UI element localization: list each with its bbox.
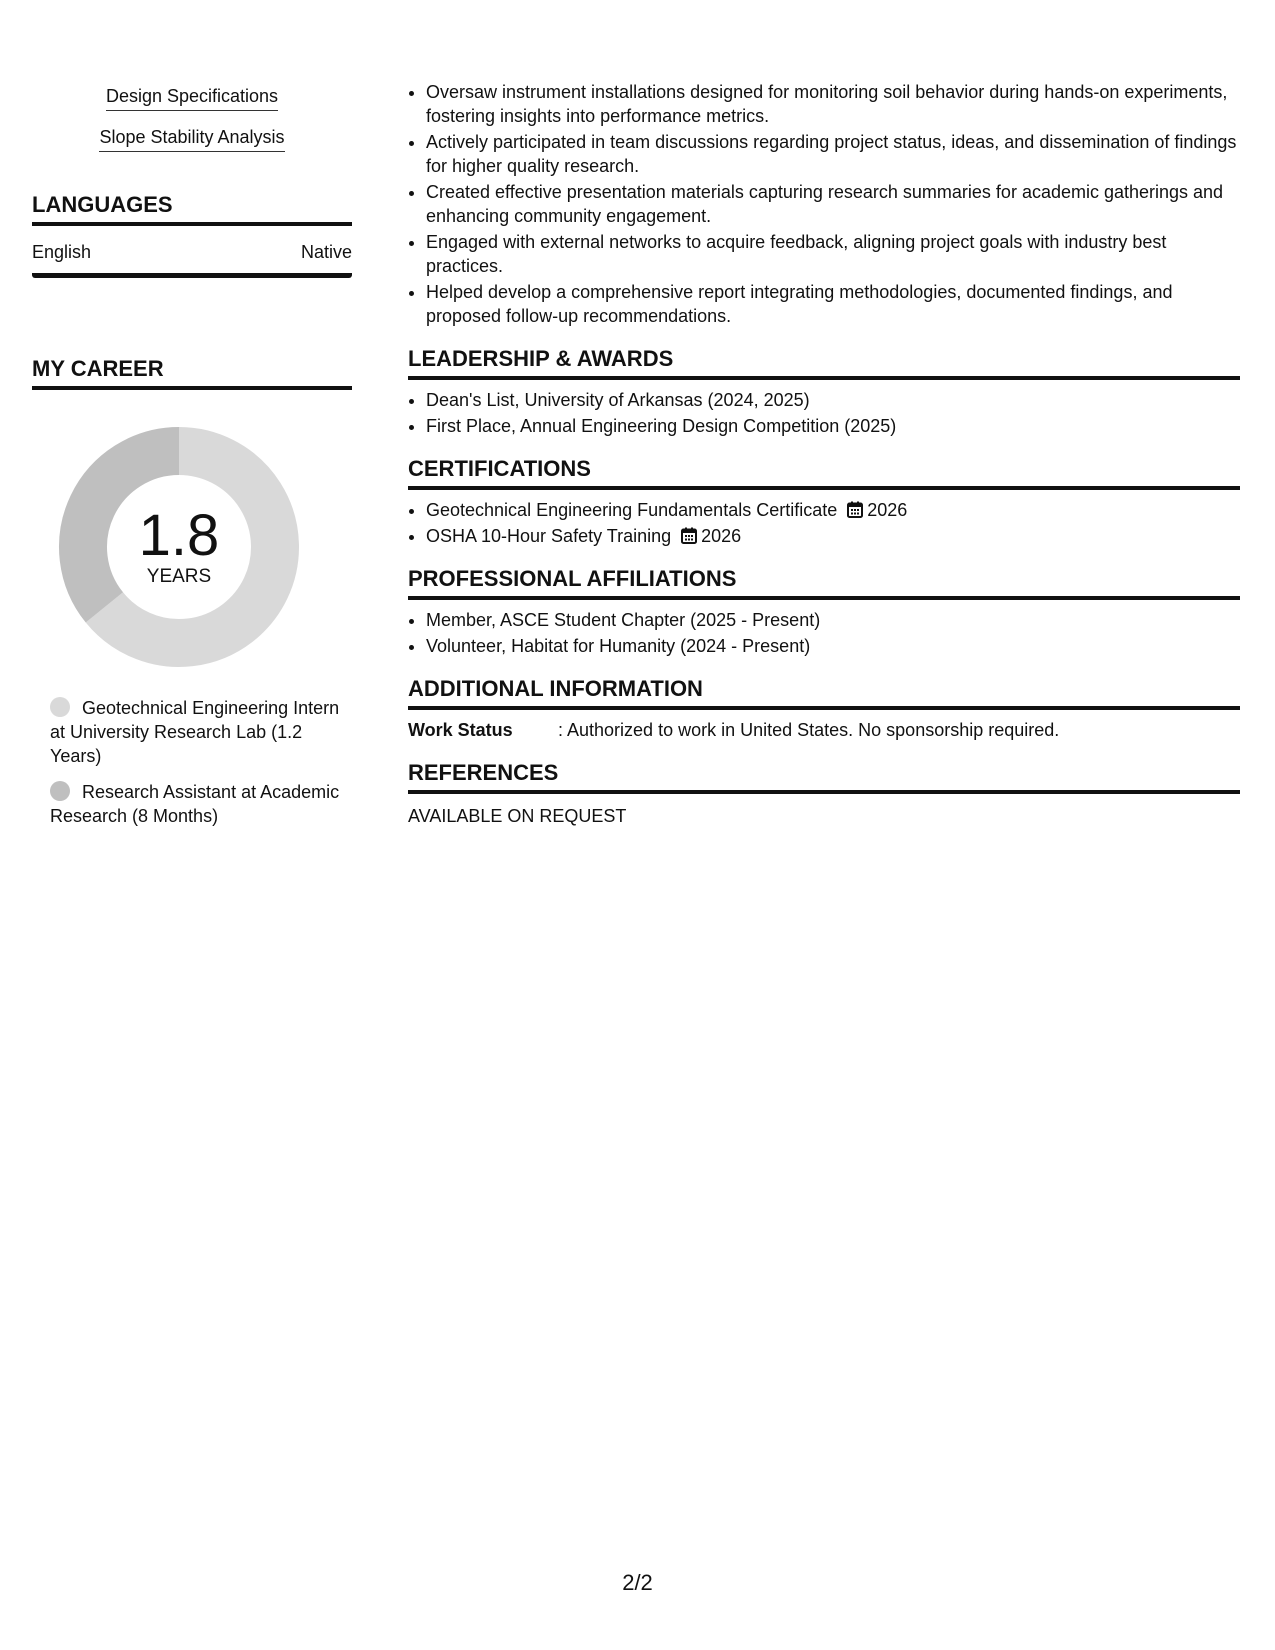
skill-tag: Slope Stability Analysis (32, 125, 352, 152)
certification-name: Geotechnical Engineering Fundamentals Certificate (426, 500, 838, 520)
list-item: • Oversaw instrument installations designed for monitoring soil behavior during hands-on experiments, fostering insights into performance metrics. (426, 80, 1240, 128)
certification-name: OSHA 10-Hour Safety Training (426, 526, 672, 546)
career-total-unit: YEARS (146, 566, 212, 587)
affiliations-heading: PROFESSIONAL AFFILIATIONS (408, 566, 1240, 600)
language-row (32, 226, 352, 278)
leadership-list (408, 388, 1240, 438)
career-heading: MY CAREER (32, 356, 352, 390)
list-item: • Created effective presentation materials capturing research summaries for academic gatherings and enhancing community engagement. (426, 180, 1240, 228)
skill-tag: Design Specifications (32, 84, 352, 111)
career-section (32, 356, 352, 828)
leadership-heading: LEADERSHIP & AWARDS (408, 346, 1240, 380)
work-status-label: Work Status (408, 720, 513, 740)
certification-year: 2026 (867, 500, 908, 520)
calendar-icon (681, 527, 697, 544)
list-item: • Helped develop a comprehensive report integrating methodologies, documented findings, and proposed follow-up recommendations. (426, 280, 1240, 328)
language-name: English (32, 242, 92, 262)
legend-dot (50, 697, 70, 717)
list-item: • Engaged with external networks to acquire feedback, aligning project goals with industry best practices. (426, 230, 1240, 278)
certifications-heading: CERTIFICATIONS (408, 456, 1240, 490)
career-legend (50, 696, 340, 828)
legend-dot (50, 781, 70, 801)
career-total-years: 1.8 (138, 503, 220, 568)
page-number: 2/2 (622, 1570, 653, 1595)
legend-item: Geotechnical Engineering Intern at University Research Lab (1.2 Years) (50, 698, 340, 766)
references-heading: REFERENCES (408, 760, 1240, 794)
certifications-list (408, 498, 1240, 548)
references-text: AVAILABLE ON REQUEST (408, 806, 627, 826)
list-item: • Actively participated in team discussions regarding project status, ideas, and dissemination of findings for higher quality research. (426, 130, 1240, 178)
certification-year: 2026 (701, 526, 742, 546)
additional-info-heading: ADDITIONAL INFORMATION (408, 676, 1240, 710)
affiliations-list (408, 608, 1240, 658)
list-item: • First Place, Annual Engineering Design Competition (2025) (426, 414, 1240, 438)
list-item: • Dean's List, University of Arkansas (2024, 2025) (426, 388, 1240, 412)
main-content (408, 80, 1240, 828)
list-item (426, 524, 1240, 548)
list-item (426, 498, 1240, 522)
work-status-row (408, 718, 1240, 742)
languages-heading: LANGUAGES (32, 192, 352, 226)
sidebar (32, 84, 352, 840)
calendar-icon (847, 501, 863, 518)
legend-item: Research Assistant at Academic Research (8 Months) (50, 782, 340, 826)
career-donut-chart (54, 422, 304, 672)
list-item: • Member, ASCE Student Chapter (2025 - Present) (426, 608, 1240, 632)
list-item: • Volunteer, Habitat for Humanity (2024 - Present) (426, 634, 1240, 658)
work-status-value: : Authorized to work in United States. No sponsorship required. (558, 720, 1060, 740)
languages-section (32, 192, 352, 278)
experience-bullets (408, 80, 1240, 328)
language-level: Native (300, 242, 352, 262)
